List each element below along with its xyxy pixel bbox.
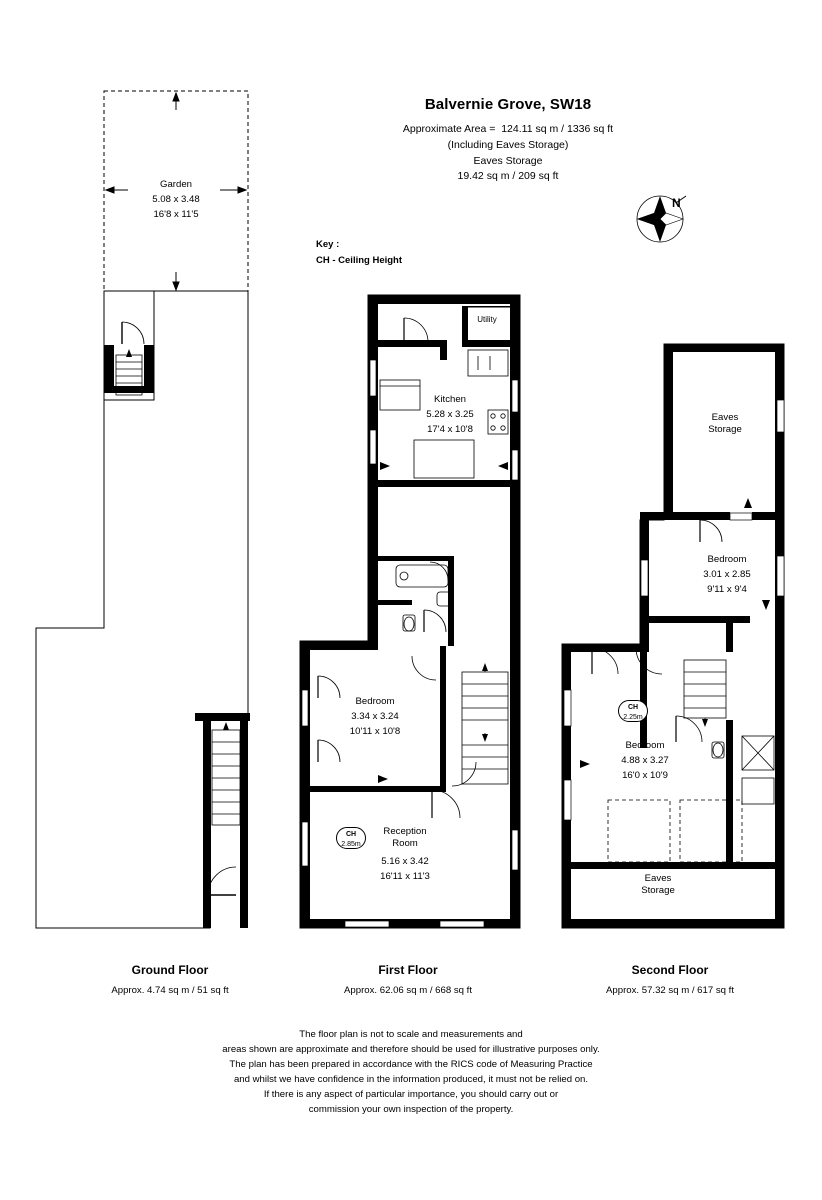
eaves-storage-area: 19.42 sq m / 209 sq ft — [457, 170, 559, 182]
room-label-eaves-storage-top: Eaves Storage — [708, 412, 742, 436]
floor-title-first: First Floor — [378, 963, 438, 977]
room-dim-bedroom-second-a-metric: 3.01 x 2.85 — [703, 569, 751, 580]
room-dim-kitchen-metric: 5.28 x 3.25 — [426, 409, 474, 420]
key-item-ceiling-height: CH - Ceiling Height — [316, 255, 403, 266]
disclaimer-line-6: commission your own inspection of the property. — [308, 1104, 514, 1115]
room-dim-bedroom-first-imperial: 10'11 x 10'8 — [349, 726, 401, 737]
eaves-storage-label: Eaves Storage — [473, 155, 543, 167]
room-dim-bedroom-second-a-imperial: 9'11 x 9'4 — [707, 584, 747, 595]
room-dim-garden-imperial: 16'8 x 11'5 — [153, 209, 199, 220]
floor-area-first: Approx. 62.06 sq m / 668 sq ft — [344, 985, 472, 996]
room-dim-kitchen-imperial: 17'4 x 10'8 — [427, 424, 473, 435]
disclaimer-line-5: If there is any aspect of particular importance, you should carry out or — [263, 1089, 559, 1100]
room-label-reception-room: Reception Room — [383, 826, 427, 850]
floor-area-second: Approx. 57.32 sq m / 617 sq ft — [606, 985, 734, 996]
approx-area-line: Approximate Area = 124.11 sq m / 1336 sq ft — [402, 123, 614, 135]
ceiling-height-tag-second — [618, 700, 648, 722]
floor-area-ground: Approx. 4.74 sq m / 51 sq ft — [111, 985, 229, 996]
disclaimer-line-3: The plan has been prepared in accordance with the RICS code of Measuring Practice — [229, 1059, 593, 1070]
room-dim-bedroom-second-b-metric: 4.88 x 3.27 — [621, 755, 669, 766]
room-dim-reception-imperial: 16'11 x 11'3 — [380, 871, 430, 882]
ceiling-height-tag-first — [336, 827, 366, 849]
room-label-bedroom-second-b: Bedroom — [625, 740, 665, 751]
key-heading: Key : — [316, 239, 340, 250]
ch-label-first: CH — [345, 831, 357, 838]
room-dim-bedroom-second-b-imperial: 16'0 x 10'9 — [622, 770, 668, 781]
room-label-bedroom-second-a: Bedroom — [707, 554, 747, 565]
room-label-bedroom-first: Bedroom — [355, 696, 395, 707]
page-title: Balvernie Grove, SW18 — [424, 96, 592, 113]
room-label-garden: Garden — [160, 179, 192, 190]
room-dim-reception-metric: 5.16 x 3.42 — [381, 856, 429, 867]
floor-title-ground: Ground Floor — [131, 963, 209, 977]
ch-label-second: CH — [627, 704, 639, 711]
disclaimer-line-2: areas shown are approximate and therefore should be used for illustrative purposes only. — [222, 1044, 600, 1055]
room-label-utility: Utility — [477, 315, 497, 324]
ch-value-first: 2.85m — [341, 841, 361, 849]
disclaimer-line-1: The floor plan is not to scale and measurements and — [299, 1029, 523, 1040]
ch-value-second: 2.25m — [623, 714, 643, 722]
room-dim-garden-metric: 5.08 x 3.48 — [152, 194, 200, 205]
room-label-kitchen: Kitchen — [434, 394, 466, 405]
floor-title-second: Second Floor — [631, 963, 709, 977]
disclaimer-line-4: and whilst we have confidence in the information produced, it must not be relied on. — [233, 1074, 589, 1085]
including-eaves-line: (Including Eaves Storage) — [447, 139, 569, 151]
room-dim-bedroom-first-metric: 3.34 x 3.24 — [351, 711, 399, 722]
room-label-eaves-storage-bottom: Eaves Storage — [641, 873, 675, 897]
north-label: N — [672, 196, 681, 210]
